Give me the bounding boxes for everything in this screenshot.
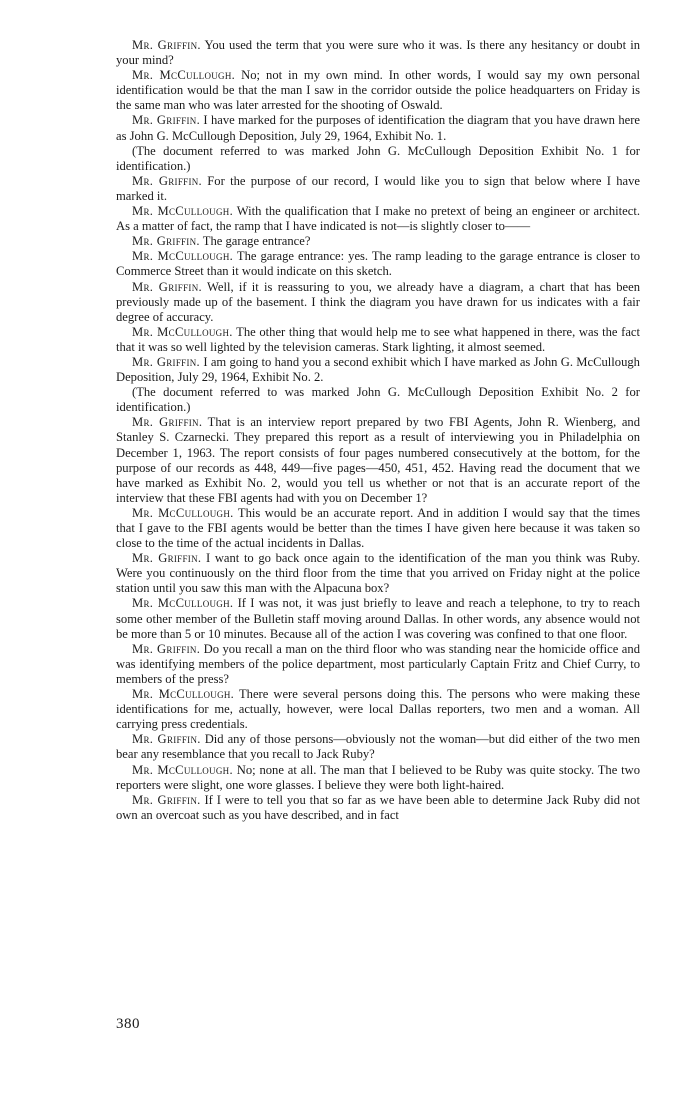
- speaker-label: Mr. McCullough.: [132, 687, 235, 702]
- transcript-paragraph: [116, 144, 640, 174]
- speaker-label: Mr. McCullough.: [132, 762, 233, 777]
- transcript-paragraph: [116, 642, 640, 687]
- transcript-paragraph: [116, 385, 640, 415]
- speaker-label: Mr. McCullough.: [132, 68, 236, 83]
- paragraph-text: Well, if it is reassuring to you, we already have a diagram, a chart that has been previously made up of the basement. I think the diagram you have drawn for us indicates with a fair degree of accuracy.: [116, 279, 640, 324]
- speaker-label: Mr. McCullough.: [132, 249, 234, 264]
- transcript-paragraph: [116, 763, 640, 793]
- speaker-label: Mr. Griffin.: [132, 415, 203, 430]
- paragraph-text: I want to go back once again to the identification of the man you think was Ruby. Were you continuously on the third floor from the time that you arrived on Friday night at the police station until you saw this man with the Alpacuna box?: [116, 551, 640, 596]
- transcript-paragraph: [116, 355, 640, 385]
- paragraph-text: The garage entrance: yes. The ramp leading to the garage entrance is closer to Commerce Street than it would indicate on this sketch.: [116, 249, 641, 279]
- transcript-paragraph: [116, 325, 640, 355]
- paragraph-text: For the purpose of our record, I would like you to sign that below where I have marked it.: [116, 173, 640, 203]
- transcript-paragraph: [116, 113, 640, 143]
- transcript-paragraph: [116, 249, 640, 279]
- paragraph-text: If I were to tell you that so far as we have been able to determine Jack Ruby did not own an overcoat such as you have described, and in fact: [116, 792, 640, 822]
- speaker-label: Mr. Griffin.: [132, 113, 201, 128]
- transcript-paragraph: [116, 174, 640, 204]
- transcript-paragraph: [116, 596, 640, 641]
- transcript-paragraph: [116, 280, 640, 325]
- paragraph-text: I have marked for the purposes of identification the diagram that you have drawn here as John G. McCullough Deposition, July 29, 1964, Exhibit No. 1.: [116, 113, 640, 143]
- transcript-paragraph: [116, 38, 640, 68]
- paragraph-text: This would be an accurate report. And in addition I would say that the times that I gave to the FBI agents would be better than the times I have given here because it was taken so close to the time of the actual incidents in Dallas.: [116, 505, 640, 551]
- speaker-label: Mr. Griffin.: [132, 732, 201, 747]
- transcript-paragraph: [116, 204, 640, 234]
- paragraph-text: I am going to hand you a second exhibit which I have marked as John G. McCullough Deposition, July 29, 1964, Exhibit No. 2.: [116, 354, 640, 385]
- paragraph-text: (The document referred to was marked John G. McCullough Deposition Exhibit No. 2 for identification.): [116, 385, 640, 415]
- speaker-label: Mr. Griffin.: [132, 641, 201, 656]
- speaker-label: Mr. McCullough.: [132, 324, 233, 339]
- paragraph-text: (The document referred to was marked John G. McCullough Deposition Exhibit No. 1 for identification.): [116, 143, 640, 173]
- transcript-paragraph: [116, 732, 640, 762]
- paragraph-text: With the qualification that I make no pretext of being an engineer or architect. As a matter of fact, the ramp that I have indicated is not—is slightly closer to——: [116, 204, 640, 234]
- paragraph-text: No; not in my own mind. In other words, I would say my own personal identification would be that the man I saw in the corridor outside the police headquarters on Friday is the same man who was later arrested for the shooting of Oswald.: [116, 68, 641, 113]
- transcript-paragraph: [116, 234, 640, 249]
- speaker-label: Mr. McCullough.: [132, 204, 234, 219]
- paragraph-text: Do you recall a man on the third floor who was standing near the homicide office and was identifying members of the police department, most particularly Captain Fritz and Chief Curry, to members of the press?: [116, 641, 640, 686]
- paragraph-text: No; none at all. The man that I believed to be Ruby was quite stocky. The two reporters were slight, one wore glasses. I believe they were both light-haired.: [116, 762, 640, 792]
- paragraph-text: If I was not, it was just briefly to leave and reach a telephone, to try to reach some other member of the Bulletin staff moving around Dallas. In other words, any absence would not be more than 5 or 10 minutes. Because all of the action I was covering was confined to that one floor.: [116, 596, 640, 641]
- transcript-paragraph: [116, 415, 640, 506]
- transcript-paragraph: [116, 687, 640, 732]
- page-number: 380: [116, 1016, 140, 1032]
- speaker-label: Mr. Griffin.: [132, 551, 202, 566]
- speaker-label: Mr. Griffin.: [132, 279, 202, 294]
- paragraph-text: Did any of those persons—obviously not the woman—but did either of the two men bear any resemblance that you recall to Jack Ruby?: [116, 732, 640, 762]
- transcript-paragraph: [116, 68, 640, 113]
- paragraph-text: The garage entrance?: [202, 234, 311, 249]
- speaker-label: Mr. McCullough.: [132, 596, 234, 611]
- paragraph-text: There were several persons doing this. The persons who were making these identifications for me, actually, however, were local Dallas reporters, two men and a woman. All carrying press credentials.: [116, 687, 640, 732]
- transcript-paragraph: [116, 551, 640, 596]
- paragraph-text: The other thing that would help me to see what happened in there, was the fact that it was so well lighted by the television cameras. Stark lighting, it almost seemed.: [116, 324, 640, 354]
- transcript-body: [116, 38, 640, 823]
- speaker-label: Mr. Griffin.: [132, 173, 202, 188]
- paragraph-text: That is an interview report prepared by two FBI Agents, John R. Wienberg, and Stanley S. Czarnecki. They prepared this report as a result of interviewing you in Philadelphia on December 1, 1963. The report consists of four pages numbered consecutively at the bottom, for the purpose of our records as 448, 449—five pages—450, 451, 452. Having read the document that we have marked as Exhibit No. 2, would you tell us whether or not that is an accurate report of the interview that these FBI agents had with you on December 1?: [116, 415, 640, 505]
- speaker-label: Mr. Griffin.: [132, 792, 201, 807]
- speaker-label: Mr. Griffin.: [132, 234, 200, 249]
- speaker-label: Mr. Griffin.: [132, 38, 201, 52]
- speaker-label: Mr. Griffin.: [132, 354, 201, 369]
- paragraph-text: You used the term that you were sure who it was. Is there any hesitancy or doubt in your mind?: [116, 38, 641, 68]
- speaker-label: Mr. McCullough.: [132, 505, 234, 520]
- transcript-paragraph: [116, 506, 640, 551]
- transcript-paragraph: [116, 793, 640, 823]
